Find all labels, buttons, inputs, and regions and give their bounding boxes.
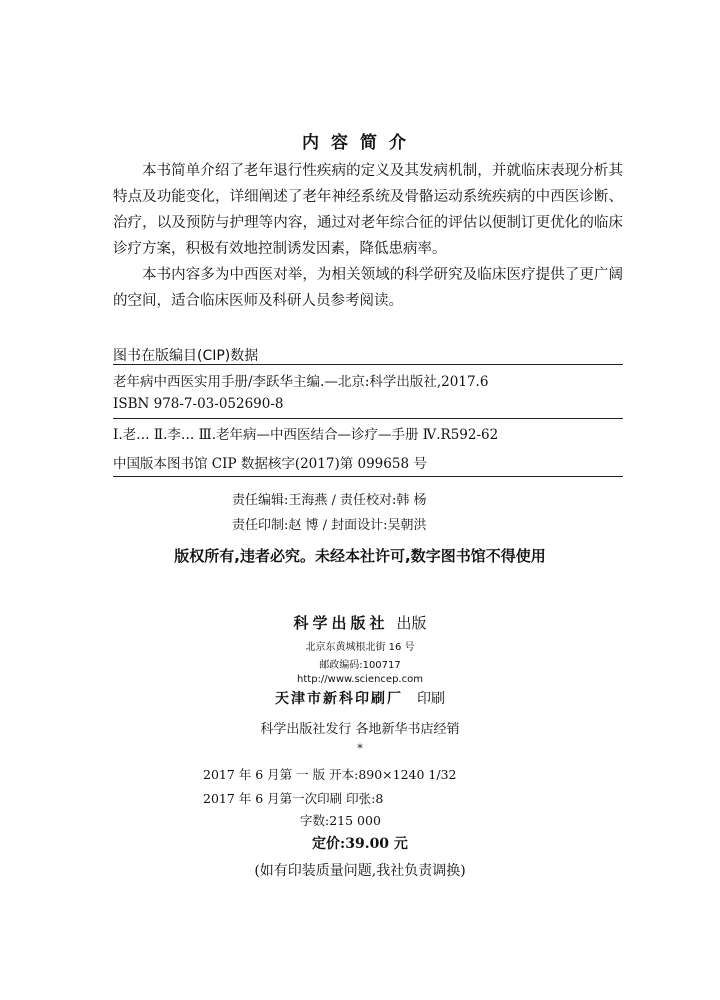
intro-paragraph-2: 本书内容多为中西医对举，为相关领域的科学研究及临床医疗提供了更广阔的空间，适合临床医师及科研人员参考阅读。 [113,267,623,309]
cip-line-isbn: ISBN 978-7-03-052690-8 [113,396,284,412]
intro-title: 内容简介 [302,133,418,153]
credits-line-2: 责任印制:赵 博 / 封面设计:吴朝洪 [232,518,427,533]
publisher-action: 出版 [396,614,427,632]
cip-line-title: 老年病中西医实用手册/李跃华主编.—北京:科学出版社,2017.6 [113,374,489,390]
cip-heading: 图书在版编目(CIP)数据 [113,348,259,364]
intro-body [113,158,623,314]
separator-star: * [357,742,363,755]
copyright-notice: 版权所有,违者必究。未经本社许可,数字图书馆不得使用 [174,547,546,565]
publisher-postcode: 邮政编码:100717 [319,660,401,671]
price-line: 定价:39.00 元 [312,836,408,852]
wordcount-line: 字数:215 000 [300,813,381,828]
credits-line-1: 责任编辑:王海燕 / 责任校对:韩 杨 [232,493,427,508]
cip-rule-middle [113,418,623,419]
publisher-website: http://www.sciencep.com [297,674,423,685]
quality-note: (如有印装质量问题,我社负责调换) [254,863,466,879]
publisher-line [0,612,720,633]
printer-name: 天津市新科印刷厂 [275,691,403,707]
cip-line-verification: 中国版本图书馆 CIP 数据核字(2017)第 099658 号 [113,456,427,472]
printer-line [0,688,720,708]
intro-paragraph-1: 本书简单介绍了老年退行性疾病的定义及其发病机制，并就临床表现分析其特点及功能变化，详细阐述了老年神经系统及骨骼运动系统疾病的中西医诊断、治疗，以及预防与护理等内容，通过对老年综合征的评估以便制订更优化的临床诊疗方案，积极有效地控制诱发因素，降低患病率。 [113,163,623,257]
distribution-line: 科学出版社发行 各地新华书店经销 [260,722,460,737]
printing-line: 2017 年 6 月第一次印刷 印张:8 [203,791,384,806]
cip-rule-bottom [113,476,623,477]
cip-line-classification: Ⅰ.老… Ⅱ.李… Ⅲ.老年病—中西医结合—诊疗—手册 Ⅳ.R592-62 [113,427,499,443]
printer-action: 印刷 [417,691,445,707]
cip-rule-top [113,364,623,365]
publisher-name: 科学出版社 [293,614,389,632]
publisher-address: 北京东黄城根北街 16 号 [305,642,415,653]
edition-line: 2017 年 6 月第 一 版 开本:890×1240 1/32 [203,767,457,782]
